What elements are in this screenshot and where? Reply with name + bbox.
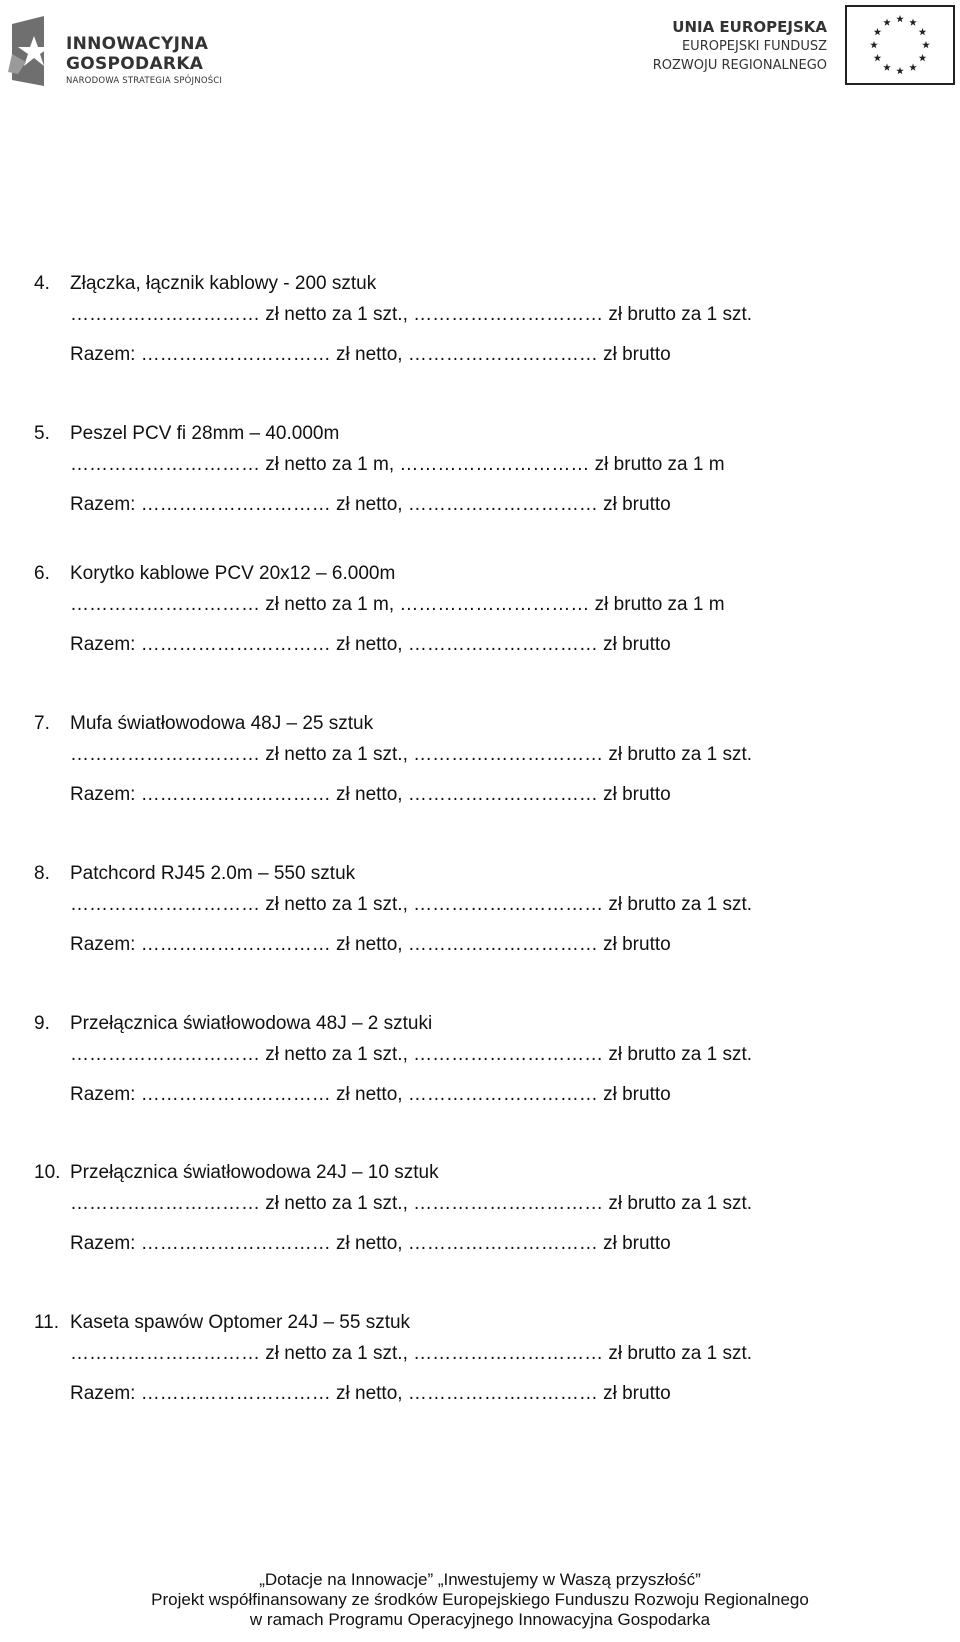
unit-price-line: ………………………… zł netto za 1 szt., ………………………… zł brutto za 1 szt.	[70, 1343, 753, 1364]
total-price-line: Razem: ………………………… zł netto, ………………………… zł brutto	[70, 934, 671, 955]
unit-price-line: ………………………… zł netto za 1 szt., ………………………… zł brutto za 1 szt.	[70, 304, 753, 325]
item-number: 7.	[34, 713, 50, 734]
total-price-line: Razem: ………………………… zł netto, ………………………… zł brutto	[70, 634, 671, 655]
unit-price-line: ………………………… zł netto za 1 szt., ………………………… zł brutto za 1 szt.	[70, 1044, 753, 1065]
item-title: Patchcord RJ45 2.0m – 550 sztuk	[70, 863, 356, 884]
item-number: 10.	[34, 1162, 61, 1183]
eu-logo-line2: EUROPEJSKI FUNDUSZ	[681, 39, 827, 54]
list-item	[34, 273, 754, 366]
ig-star-mark-icon	[4, 14, 62, 94]
eu-star-icon	[909, 18, 917, 25]
item-title: Korytko kablowe PCV 20x12 – 6.000m	[70, 563, 396, 584]
item-title: Przełącznica światłowodowa 24J – 10 sztuk	[70, 1162, 439, 1183]
item-heading	[34, 423, 754, 447]
eu-star-icon	[896, 67, 904, 74]
item-number: 11.	[34, 1312, 60, 1333]
item-number: 6.	[34, 563, 50, 584]
page-header	[0, 0, 960, 100]
eu-star-icon	[883, 18, 891, 25]
item-title: Mufa światłowodowa 48J – 25 sztuk	[70, 713, 374, 734]
innowacyjna-gospodarka-logo	[4, 14, 224, 94]
unit-price-line: ………………………… zł netto za 1 szt., ………………………… zł brutto za 1 szt.	[70, 744, 753, 765]
item-title: Peszel PCV fi 28mm – 40.000m	[70, 423, 340, 444]
ig-logo-line1: INNOWACYJNA	[66, 34, 209, 54]
item-heading	[34, 1013, 754, 1037]
item-number: 5.	[34, 423, 50, 444]
list-item	[34, 1013, 754, 1106]
eu-stars-icon	[847, 7, 953, 83]
total-price-line: Razem: ………………………… zł netto, ………………………… zł brutto	[70, 494, 671, 515]
total-price-line: Razem: ………………………… zł netto, ………………………… zł brutto	[70, 1383, 671, 1404]
unit-price-line: ………………………… zł netto za 1 szt., ………………………… zł brutto za 1 szt.	[70, 894, 753, 915]
item-heading	[34, 1312, 754, 1336]
item-number: 8.	[34, 863, 50, 884]
item-number: 9.	[34, 1013, 50, 1034]
eu-logo-line3: ROZWOJU REGIONALNEGO	[652, 58, 827, 73]
eu-star-icon	[874, 28, 882, 35]
eu-star-icon	[896, 15, 904, 22]
ig-logo-line3: NARODOWA STRATEGIA SPÓJNOŚCI	[66, 76, 223, 86]
eu-logo-text	[653, 18, 827, 75]
eu-star-icon	[870, 41, 878, 48]
total-price-line: Razem: ………………………… zł netto, ………………………… zł brutto	[70, 1233, 671, 1254]
ig-logo-text	[66, 34, 222, 88]
item-title: Kaseta spawów Optomer 24J – 55 sztuk	[70, 1312, 411, 1333]
item-number: 4.	[34, 273, 50, 294]
item-title: Złączka, łącznik kablowy - 200 sztuk	[70, 273, 377, 294]
eu-star-icon	[874, 54, 882, 61]
unit-price-line: ………………………… zł netto za 1 szt., ………………………… zł brutto za 1 szt.	[70, 1193, 753, 1214]
total-price-line: Razem: ………………………… zł netto, ………………………… zł brutto	[70, 344, 671, 365]
eu-flag-icon	[845, 5, 955, 85]
eu-logo-line1: UNIA EUROPEJSKA	[672, 18, 827, 36]
eu-star-icon	[919, 54, 927, 61]
list-item	[34, 1162, 754, 1255]
list-item	[34, 423, 754, 516]
item-heading	[34, 713, 754, 737]
unit-price-line: ………………………… zł netto za 1 m, ………………………… zł brutto za 1 m	[70, 594, 725, 615]
list-item	[34, 1312, 754, 1405]
footer-line1: „Dotacje na Innowacje” „Inwestujemy w Waszą przyszłość”	[259, 1570, 701, 1589]
eu-star-icon	[883, 64, 891, 71]
item-title: Przełącznica światłowodowa 48J – 2 sztuki	[70, 1013, 433, 1034]
item-heading	[34, 563, 754, 587]
item-heading	[34, 273, 754, 297]
eu-star-icon	[919, 28, 927, 35]
list-item	[34, 863, 754, 956]
item-heading	[34, 1162, 754, 1186]
total-price-line: Razem: ………………………… zł netto, ………………………… zł brutto	[70, 1084, 671, 1105]
footer-line3: w ramach Programu Operacyjnego Innowacyjna Gospodarka	[249, 1610, 711, 1629]
item-heading	[34, 863, 754, 887]
page-footer	[0, 1570, 960, 1630]
unit-price-line: ………………………… zł netto za 1 m, ………………………… zł brutto za 1 m	[70, 454, 725, 475]
list-item	[34, 563, 754, 656]
list-item	[34, 713, 754, 806]
total-price-line: Razem: ………………………… zł netto, ………………………… zł brutto	[70, 784, 671, 805]
ig-logo-line2: GOSPODARKA	[66, 54, 204, 74]
eu-star-icon	[909, 64, 917, 71]
footer-line2: Projekt współfinansowany ze środków Europejskiego Funduszu Rozwoju Regionalnego	[151, 1590, 809, 1609]
eu-star-icon	[922, 41, 930, 48]
